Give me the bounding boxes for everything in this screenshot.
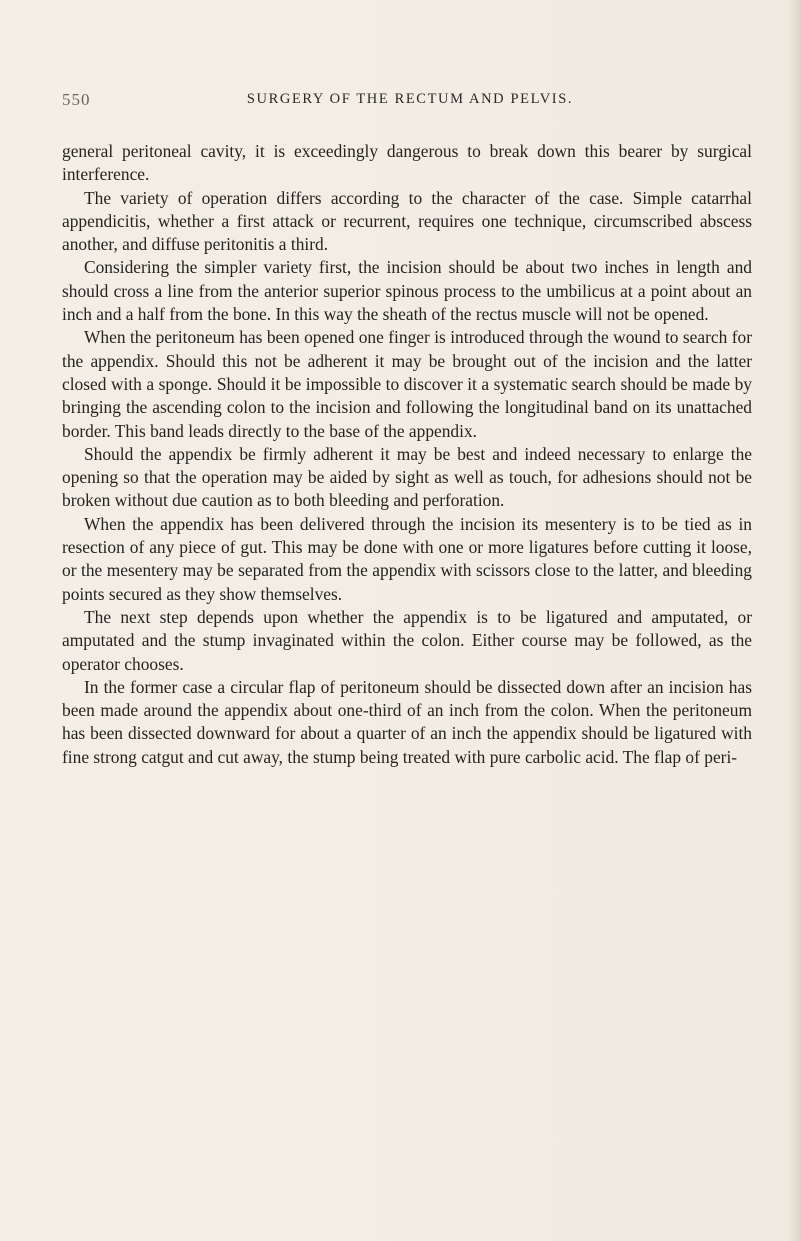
paragraph: In the former case a circular flap of peritoneum should be dissected down after an incision has been made around the appendix about one-third of an inch from the colon. When the peritoneum has been dissected downward for about a quarter of an inch the appendix should be ligatured with fine strong catgut and cut away, the stump being treated with pure carbolic acid. The flap of peri- (62, 676, 752, 767)
page-number: 550 (62, 90, 91, 109)
page-edge-shadow (787, 0, 801, 1241)
running-head-title: SURGERY OF THE RECTUM AND PELVIS. (246, 91, 574, 107)
running-head (62, 90, 752, 112)
paragraph: Considering the simpler variety first, the incision should be about two inches in length and should cross a line from the anterior superior spinous process to the umbilicus at a point about an inch and a half from the bone. In this way the sheath of the rectus muscle will not be opened. (62, 257, 752, 325)
paragraph: Should the appendix be firmly adherent it may be best and indeed necessary to enlarge the opening so that the operation may be aided by sight as well as touch, for adhesions should not be broken without due caution as to both bleeding and perforation. (62, 443, 752, 511)
paragraph: The next step depends upon whether the appendix is to be ligatured and amputated, or amputated and the stump invaginated within the colon. Either course may be followed, as the operator chooses. (62, 606, 752, 674)
paragraph: When the appendix has been delivered through the incision its mesentery is to be tied as in resection of any piece of gut. This may be done with one or more ligatures before cutting it loose, or the mesentery may be separated from the appendix with scissors close to the latter, and bleeding points secured as they show themselves. (62, 513, 752, 604)
paragraph: When the peritoneum has been opened one finger is introduced through the wound to search for the appendix. Should this not be adherent it may be brought out of the incision and the latter closed with a sponge. Should it be impossible to discover it a systematic search should be made by bringing the ascending colon to the incision and following the longitudinal band on its unattached border. This band leads directly to the base of the appendix. (62, 327, 752, 441)
paragraph-continuation: general peritoneal cavity, it is exceedingly dangerous to break down this bearer by surgical interference. (62, 141, 752, 185)
paragraph: The variety of operation differs according to the character of the case. Simple catarrhal appendicitis, whether a first attack or recurrent, requires one technique, circumscribed abscess another, and diffuse peritonitis a third. (62, 187, 752, 255)
body-text (62, 140, 752, 769)
